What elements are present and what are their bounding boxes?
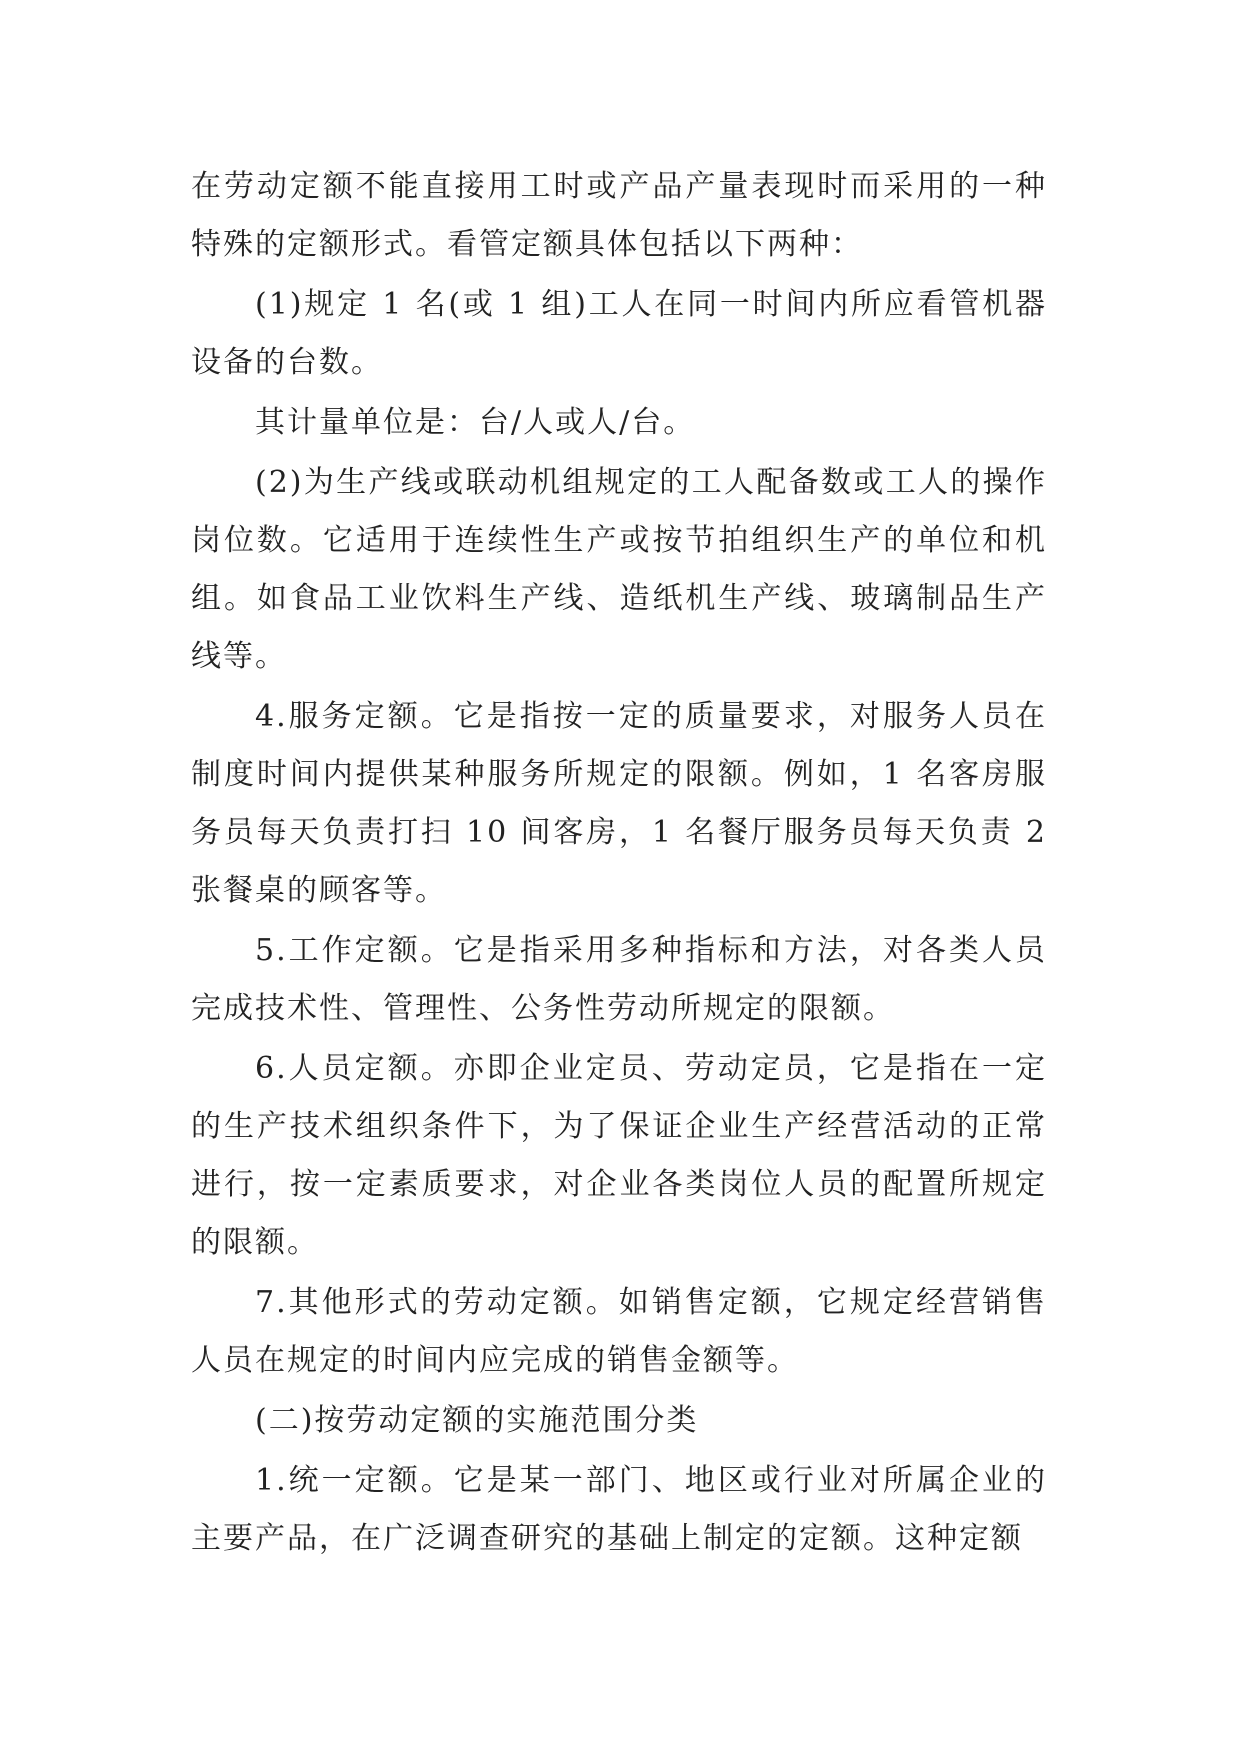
- paragraph-other-quota: 7.其他形式的劳动定额。如销售定额，它规定经营销售人员在规定的时间内应完成的销售金额等。: [191, 1285, 1047, 1378]
- paragraph-work-quota: 5.工作定额。它是指采用多种指标和方法，对各类人员完成技术性、管理性、公务性劳动所规定的限额。: [191, 933, 1047, 1026]
- paragraph-item-2: (2)为生产线或联动机组规定的工人配备数或工人的操作岗位数。它适用于连续性生产或按节拍组织生产的单位和机组。如食品工业饮料生产线、造纸机生产线、玻璃制品生产线等。: [191, 465, 1047, 674]
- paragraph-service-quota: 4.服务定额。它是指按一定的质量要求，对服务人员在制度时间内提供某种服务所规定的限额。例如，1 名客房服务员每天负责打扫 10 间客房，1 名餐厅服务员每天负责 2 张餐桌的顾客等。: [191, 699, 1047, 908]
- paragraph-unified-quota: 1.统一定额。它是某一部门、地区或行业对所属企业的主要产品，在广泛调查研究的基础上制定的定额。这种定额: [191, 1463, 1047, 1556]
- paragraph-item-1: (1)规定 1 名(或 1 组)工人在同一时间内所应看管机器设备的台数。: [191, 287, 1047, 380]
- paragraph-continuation: 在劳动定额不能直接用工时或产品产量表现时而采用的一种特殊的定额形式。看管定额具体包括以下两种：: [191, 169, 1047, 262]
- paragraph-staffing-quota: 6.人员定额。亦即企业定员、劳动定员，它是指在一定的生产技术组织条件下，为了保证企业生产经营活动的正常进行，按一定素质要求，对企业各类岗位人员的配置所规定的限额。: [191, 1051, 1047, 1260]
- document-body: [191, 158, 1047, 1570]
- section-heading: (二)按劳动定额的实施范围分类: [255, 1403, 699, 1438]
- paragraph-unit-note: 其计量单位是：台/人或人/台。: [255, 405, 696, 440]
